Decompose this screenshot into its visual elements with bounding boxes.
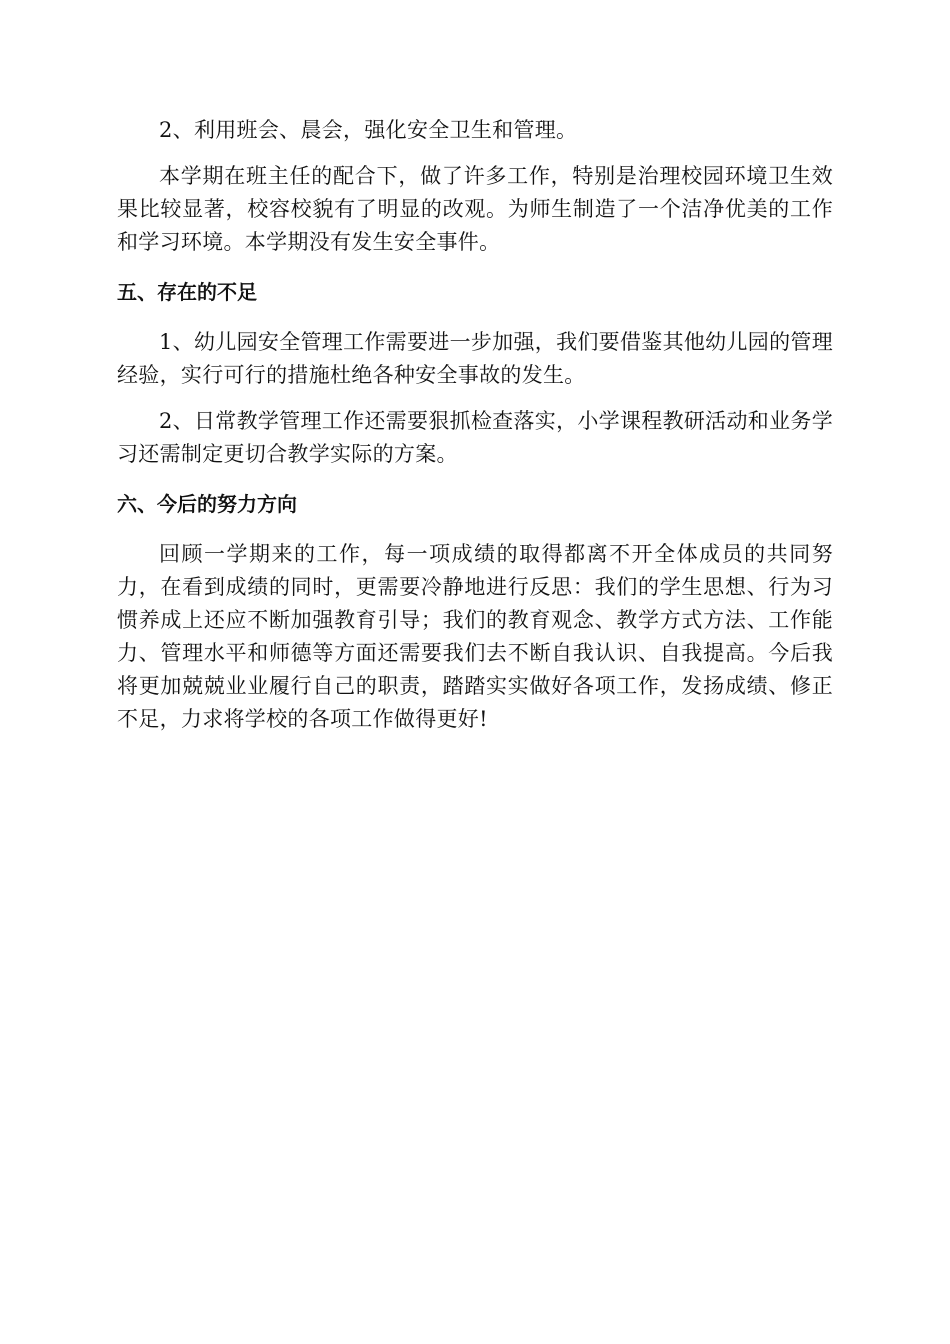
- section-heading-shortcomings: 五、存在的不足: [117, 280, 257, 304]
- paragraph-shortcoming-2: 2、日常教学管理工作还需要狠抓检查落实，小学课程教研活动和业务学习还需制定更切合教学实际的方案。: [117, 409, 833, 466]
- paragraph-shortcoming-1: 1、幼儿园安全管理工作需要进一步加强，我们要借鉴其他幼儿园的管理经验，实行可行的措施杜绝各种安全事故的发生。: [117, 330, 833, 387]
- paragraph-safety-meetings: 2、利用班会、晨会，强化安全卫生和管理。: [159, 118, 578, 142]
- paragraph-semester-summary: 本学期在班主任的配合下，做了许多工作，特别是治理校园环境卫生效果比较显著，校容校貌有了明显的改观。为师生制造了一个洁净优美的工作和学习环境。本学期没有发生安全事件。: [117, 164, 833, 254]
- document-body: [117, 114, 833, 736]
- section-heading-future-direction: 六、今后的努力方向: [117, 492, 297, 516]
- paragraph-future-direction: 回顾一学期来的工作，每一项成绩的取得都离不开全体成员的共同努力，在看到成绩的同时，更需要冷静地进行反思：我们的学生思想、行为习惯养成上还应不断加强教育引导；我们的教育观念、教学方式方法、工作能力、管理水平和师德等方面还需要我们去不断自我认识、自我提高。今后我将更加兢兢业业履行自己的职责，踏踏实实做好各项工作，发扬成绩、修正不足，力求将学校的各项工作做得更好!: [117, 542, 833, 731]
